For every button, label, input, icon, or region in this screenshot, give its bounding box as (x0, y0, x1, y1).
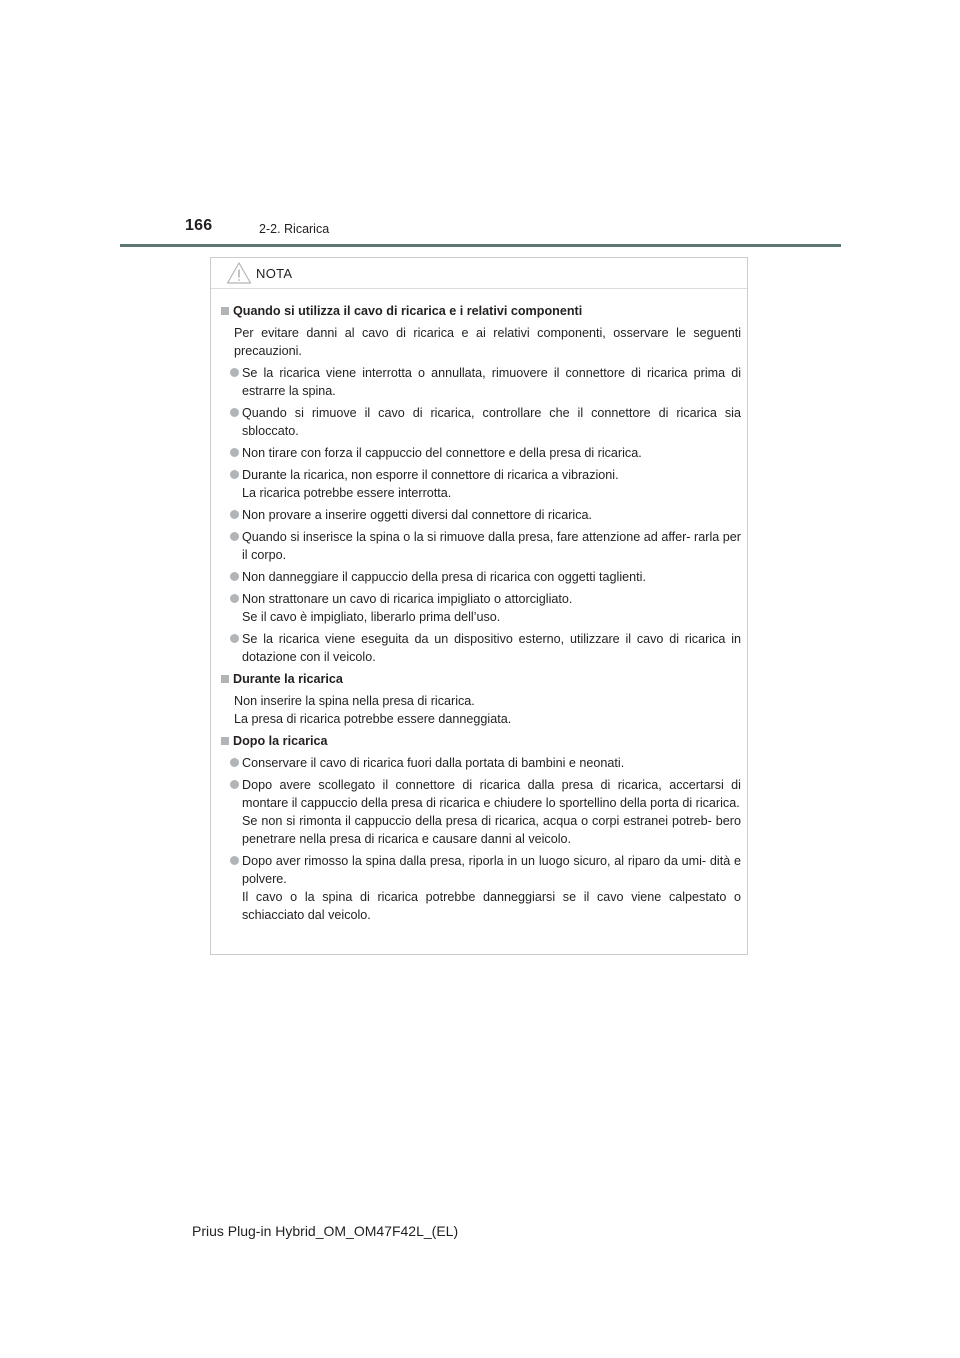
section-title: 2-2. Ricarica (259, 222, 330, 236)
list-item-text: Non danneggiare il cappuccio della presa di ricarica con oggetti taglienti. (242, 570, 646, 584)
page-number: 166 (185, 217, 213, 234)
square-bullet-icon (221, 737, 229, 745)
round-bullet-icon (230, 572, 239, 581)
round-bullet-icon (230, 408, 239, 417)
round-bullet-icon (230, 780, 239, 789)
round-bullet-icon (230, 510, 239, 519)
list-item-text: Non provare a inserire oggetti diversi dal connettore di ricarica. (242, 508, 592, 522)
section-paragraph (234, 692, 741, 728)
footer-model: Prius Plug-in Hybrid_OM_OM47F42L_(EL) (192, 1223, 459, 1239)
list-item-text: Se il cavo è impigliato, liberarlo prima dell’uso. (242, 610, 501, 624)
list-item (218, 568, 741, 586)
nota-box (210, 257, 748, 955)
round-bullet-icon (230, 470, 239, 479)
list-item-text: Se la ricarica viene interrotta o annullata, rimuovere il connettore di ricarica prima di estrarre la spina. (242, 366, 741, 398)
round-bullet-icon (230, 758, 239, 767)
list-item-text: Durante la ricarica, non esporre il connettore di ricarica a vibrazioni. (242, 468, 619, 482)
paragraph-line: Per evitare danni al cavo di ricarica e ai relativi componenti, osservare le seguenti precauzioni. (234, 326, 741, 358)
round-bullet-icon (230, 532, 239, 541)
warning-triangle-icon (226, 261, 252, 285)
list-item (218, 852, 741, 924)
round-bullet-icon (230, 368, 239, 377)
list-item-text: Dopo avere scollegato il connettore di ricarica dalla presa di ricarica, accertarsi di montare il cappuccio della presa di ricarica e chiudere lo sportellino della porta di ricarica. (242, 778, 741, 810)
list-item (218, 364, 741, 400)
section-heading (218, 302, 741, 320)
section-paragraph (234, 324, 741, 360)
section-heading (218, 670, 741, 688)
list-item-text: Se la ricarica viene eseguita da un dispositivo esterno, utilizzare il cavo di ricarica in dotazione con il veicolo. (242, 632, 741, 664)
list-item (218, 776, 741, 848)
square-bullet-icon (221, 307, 229, 315)
section-heading-text: Durante la ricarica (233, 672, 343, 686)
list-item-text: Quando si rimuove il cavo di ricarica, controllare che il connettore di ricarica sia sbloccato. (242, 406, 741, 438)
list-item-text: Dopo aver rimosso la spina dalla presa, riporla in un luogo sicuro, al riparo da umi- dità e polvere. (242, 854, 741, 886)
list-item-text: Non tirare con forza il cappuccio del connettore e della presa di ricarica. (242, 446, 642, 460)
list-item-text: Conservare il cavo di ricarica fuori dalla portata di bambini e neonati. (242, 756, 625, 770)
list-item (218, 466, 741, 502)
round-bullet-icon (230, 594, 239, 603)
list-item (218, 444, 741, 462)
list-item (218, 528, 741, 564)
paragraph-line: Non inserire la spina nella presa di ricarica. (234, 694, 475, 708)
round-bullet-icon (230, 856, 239, 865)
list-item-text: Il cavo o la spina di ricarica potrebbe danneggiarsi se il cavo viene calpestato o schiacciato dal veicolo. (242, 890, 741, 922)
square-bullet-icon (221, 675, 229, 683)
section-heading (218, 732, 741, 750)
list-item (218, 754, 741, 772)
list-item-text: Se non si rimonta il cappuccio della presa di ricarica, acqua o corpi estranei potreb- bero penetrare nella presa di ricarica e causare danni al veicolo. (242, 814, 741, 846)
list-item-text: Non strattonare un cavo di ricarica impigliato o attorcigliato. (242, 592, 573, 606)
section-heading-text: Quando si utilizza il cavo di ricarica e i relativi componenti (233, 304, 583, 318)
list-item-text: Quando si inserisce la spina o la si rimuove dalla presa, fare attenzione ad affer- rarla per il corpo. (242, 530, 741, 562)
list-item-text: La ricarica potrebbe essere interrotta. (242, 486, 452, 500)
nota-label: NOTA (256, 265, 293, 281)
section-heading-text: Dopo la ricarica (233, 734, 328, 748)
list-item (218, 630, 741, 666)
nota-body (211, 289, 747, 924)
header-rule (120, 244, 841, 247)
nota-header (211, 258, 747, 289)
paragraph-line: La presa di ricarica potrebbe essere danneggiata. (234, 712, 512, 726)
round-bullet-icon (230, 448, 239, 457)
round-bullet-icon (230, 634, 239, 643)
list-item (218, 590, 741, 626)
list-item (218, 506, 741, 524)
list-item (218, 404, 741, 440)
